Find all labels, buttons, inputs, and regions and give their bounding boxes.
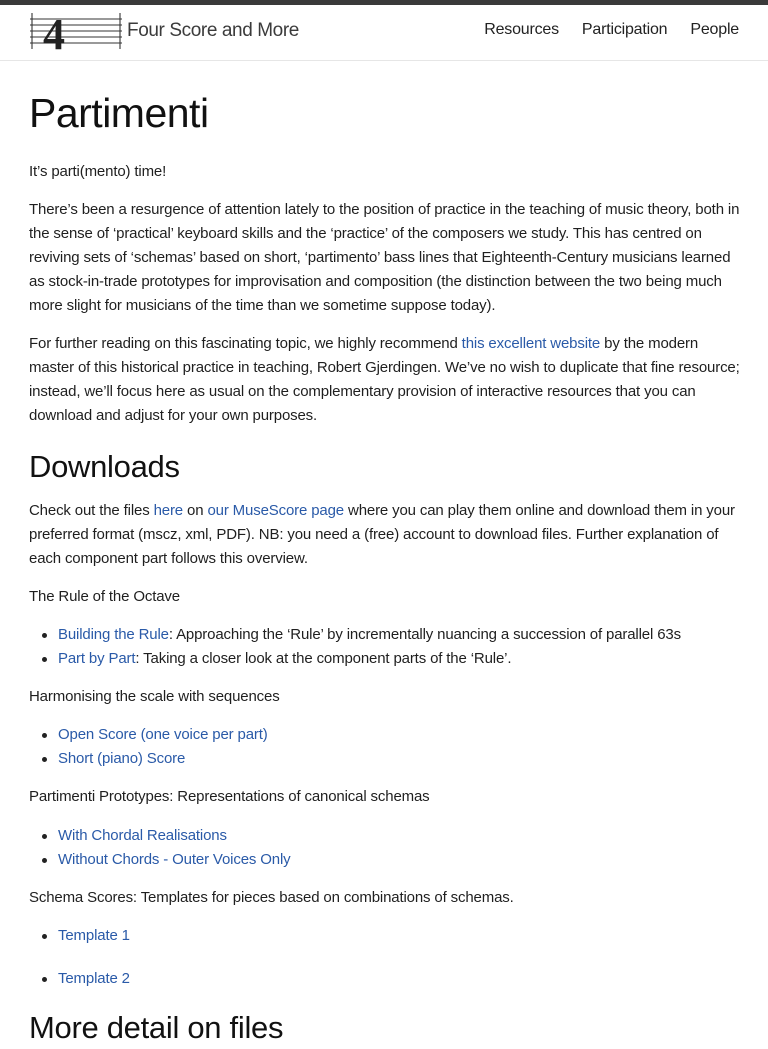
sequences-list bbox=[29, 723, 741, 771]
list-item bbox=[29, 723, 741, 747]
list-item bbox=[29, 647, 741, 671]
staff-logo-icon bbox=[30, 11, 122, 51]
paragraph-text: For further reading on this fascinating topic, we highly recommend bbox=[29, 335, 462, 352]
prototypes-list bbox=[29, 824, 741, 872]
without-chords-link[interactable]: Without Chords - Outer Voices Only bbox=[58, 851, 291, 868]
nav-resources[interactable]: Resources bbox=[484, 21, 559, 38]
rule-of-octave-list bbox=[29, 623, 741, 671]
list-item bbox=[29, 623, 741, 647]
schema-scores-list bbox=[29, 924, 741, 991]
group-label-sequences: Harmonising the scale with sequences bbox=[29, 688, 280, 705]
list-item bbox=[29, 924, 741, 948]
list-item-description: : Approaching the ‘Rule’ by incrementally nuancing a succession of parallel 63s bbox=[168, 626, 681, 643]
paragraph-practice: There’s been a resurgence of attention lately to the position of practice in the teaching of music theory, both in the sense of ‘practical’ keyboard skills and the ‘practice’ of the composers we study. This has centred on reviving sets of ‘schemas’ based on short, ‘partimento’ bass lines that Eighteenth-Century musicians learned as stock-in-trade prototypes for improvisation and composition (the distinction between the two being much more slight for musicians of the time than we sometime suppose today). bbox=[29, 201, 740, 314]
list-item bbox=[29, 747, 741, 771]
navbar bbox=[0, 5, 768, 61]
intro-text: It’s parti(mento) time! bbox=[29, 163, 167, 180]
part-by-part-link[interactable]: Part by Part bbox=[58, 650, 136, 667]
list-item bbox=[29, 967, 741, 991]
paragraph-text: on bbox=[183, 502, 208, 519]
short-piano-score-link[interactable]: Short (piano) Score bbox=[58, 750, 186, 767]
main-nav bbox=[461, 21, 739, 39]
site-brand-link[interactable] bbox=[30, 11, 299, 51]
more-detail-heading: More detail on files bbox=[29, 1010, 284, 1045]
paragraph-text: where you can play them online and download them in your preferred format (mscz, xml, PDF). NB: you need a (free) account to download files. Further explanation of each component part follows this overview. bbox=[29, 502, 735, 567]
downloads-intro bbox=[29, 499, 741, 571]
musescore-page-link[interactable]: our MuseScore page bbox=[207, 502, 344, 519]
downloads-heading: Downloads bbox=[29, 449, 180, 484]
group-label-schema-scores: Schema Scores: Templates for pieces based on combinations of schemas. bbox=[29, 889, 514, 906]
template-1-link[interactable]: Template 1 bbox=[58, 927, 130, 944]
group-label-prototypes: Partimenti Prototypes: Representations of canonical schemas bbox=[29, 788, 430, 805]
excellent-website-link[interactable]: this excellent website bbox=[461, 335, 601, 352]
nav-people[interactable]: People bbox=[690, 21, 739, 38]
list-item bbox=[29, 824, 741, 848]
building-the-rule-link[interactable]: Building the Rule bbox=[58, 626, 169, 643]
here-link[interactable]: here bbox=[153, 502, 184, 519]
open-score-link[interactable]: Open Score (one voice per part) bbox=[58, 726, 268, 743]
list-item bbox=[29, 848, 741, 872]
paragraph-text: Check out the files bbox=[29, 502, 154, 519]
logo-numeral: 4 bbox=[43, 11, 65, 51]
page-title: Partimenti bbox=[29, 90, 209, 136]
main-content bbox=[29, 60, 741, 1049]
site-name: Four Score and More bbox=[127, 20, 299, 41]
paragraph-further-reading bbox=[29, 332, 741, 428]
paragraph-text: by the modern master of this historical practice in teaching, Robert Gjerdingen. We’ve no wish to duplicate that fine resource; instead, we’ll focus here as usual on the complementary provision of interactive resources that you can download and adjust for your own purposes. bbox=[29, 335, 740, 424]
template-2-link[interactable]: Template 2 bbox=[58, 970, 130, 987]
group-label-rule-of-octave: The Rule of the Octave bbox=[29, 588, 180, 605]
with-chordal-realisations-link[interactable]: With Chordal Realisations bbox=[58, 827, 227, 844]
list-item-description: : Taking a closer look at the component parts of the ‘Rule’. bbox=[135, 650, 512, 667]
nav-participation[interactable]: Participation bbox=[581, 21, 668, 38]
